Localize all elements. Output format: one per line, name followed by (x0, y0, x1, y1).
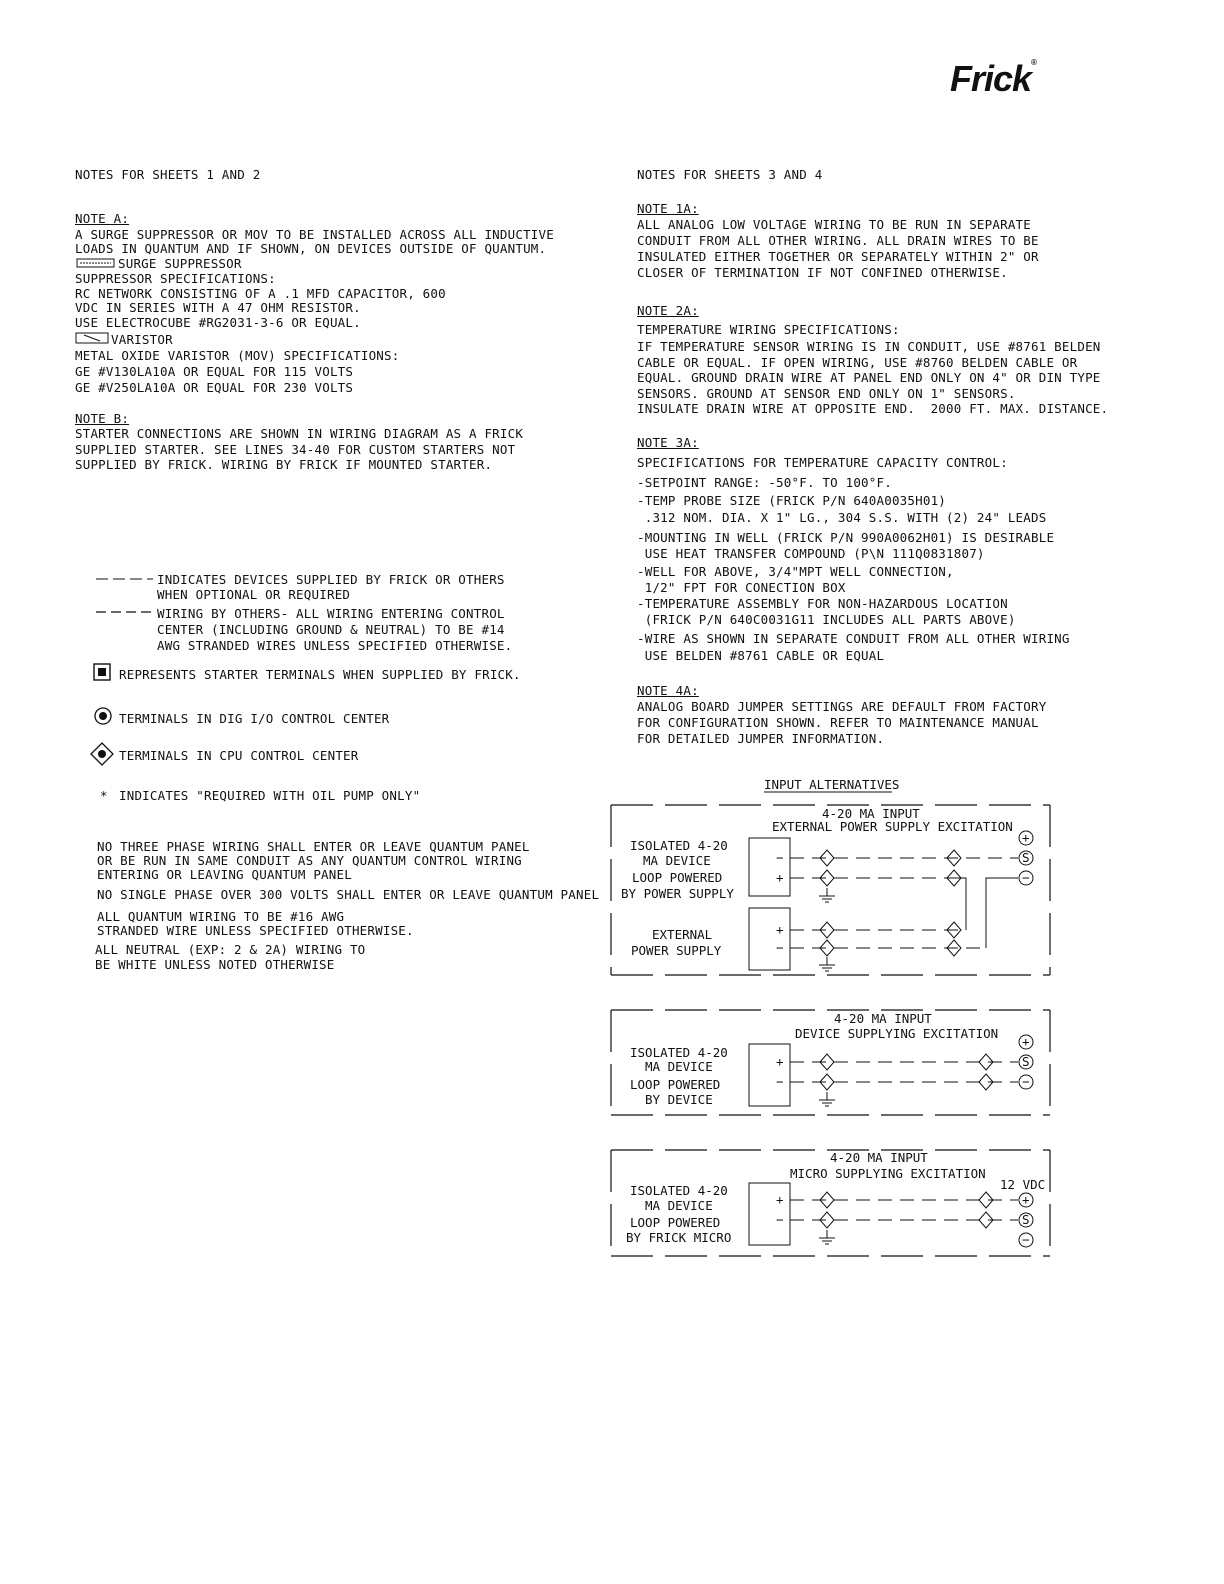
legend-cpu-text: TERMINALS IN CPU CONTROL CENTER (119, 748, 359, 763)
note-a-line2: LOADS IN QUANTUM AND IF SHOWN, ON DEVICES OUTSIDE OF QUANTUM. (75, 241, 547, 256)
note-b-line2: SUPPLIED STARTER. SEE LINES 34-40 FOR CUSTOM STARTERS NOT (75, 442, 516, 457)
box2-device-line3: LOOP POWERED (630, 1077, 721, 1092)
box3-terminal-minus: − (1022, 1232, 1030, 1247)
note-4a-line1: ANALOG BOARD JUMPER SETTINGS ARE DEFAULT FROM FACTORY (637, 699, 1047, 714)
box1-device-plus: + (776, 870, 784, 885)
box3-device-line1: ISOLATED 4-20 (630, 1183, 728, 1198)
box2-terminal-plus: + (1022, 1034, 1030, 1049)
box3-heading-2: MICRO SUPPLYING EXCITATION (790, 1166, 986, 1181)
rule1-line2: OR BE RUN IN SAME CONDUIT AS ANY QUANTUM CONTROL WIRING (97, 853, 522, 868)
note-3a-line9: -TEMPERATURE ASSEMBLY FOR NON-HAZARDOUS LOCATION (637, 596, 1008, 611)
surge-suppressor-icon (77, 259, 114, 267)
box3-device-line2: MA DEVICE (645, 1198, 713, 1213)
rule3-line2: STRANDED WIRE UNLESS SPECIFIED OTHERWISE. (97, 923, 414, 938)
legend-dig-text: TERMINALS IN DIG I/O CONTROL CENTER (119, 711, 390, 726)
box2-device-line4: BY DEVICE (645, 1092, 713, 1107)
note-1a-line2: CONDUIT FROM ALL OTHER WIRING. ALL DRAIN WIRES TO BE (637, 233, 1039, 248)
box2-heading-2: DEVICE SUPPLYING EXCITATION (795, 1026, 999, 1041)
note-2a-line4: EQUAL. GROUND DRAIN WIRE AT PANEL END ONLY ON 4" OR DIN TYPE (637, 370, 1101, 385)
suppressor-spec-1: SUPPRESSOR SPECIFICATIONS: (75, 271, 276, 286)
note-3a-line3: -TEMP PROBE SIZE (FRICK P/N 640A0035H01) (637, 493, 947, 508)
box3-device-line3: LOOP POWERED (630, 1215, 721, 1230)
box1-supply-line1: EXTERNAL (652, 927, 713, 942)
note-3a-line1: SPECIFICATIONS FOR TEMPERATURE CAPACITY CONTROL: (637, 455, 1008, 470)
rule1-line3: ENTERING OR LEAVING QUANTUM PANEL (97, 867, 352, 882)
mov-spec-1: METAL OXIDE VARISTOR (MOV) SPECIFICATIONS: (75, 348, 400, 363)
varistor-label: VARISTOR (111, 332, 173, 347)
note-b-title: NOTE B: (75, 411, 130, 426)
legend-oil-text: INDICATES "REQUIRED WITH OIL PUMP ONLY" (119, 788, 421, 803)
note-3a-line4: .312 NOM. DIA. X 1" LG., 304 S.S. WITH (2) 24" LEADS (637, 510, 1047, 525)
note-a-line1: A SURGE SUPPRESSOR OR MOV TO BE INSTALLED ACROSS ALL INDUCTIVE (75, 227, 554, 242)
rule4-line2: BE WHITE UNLESS NOTED OTHERWISE (95, 957, 335, 972)
note-2a-line2: IF TEMPERATURE SENSOR WIRING IS IN CONDUIT, USE #8761 BELDEN (637, 339, 1101, 354)
note-4a-title: NOTE 4A: (637, 683, 699, 698)
note-1a-title: NOTE 1A: (637, 201, 699, 216)
left-heading: NOTES FOR SHEETS 1 AND 2 (75, 167, 261, 182)
box1-heading-2: EXTERNAL POWER SUPPLY EXCITATION (772, 819, 1013, 834)
varistor-icon (76, 333, 108, 343)
suppressor-spec-2: RC NETWORK CONSISTING OF A .1 MFD CAPACITOR, 600 (75, 286, 446, 301)
rule4-line1: ALL NEUTRAL (EXP: 2 & 2A) WIRING TO (95, 942, 366, 957)
logo-text: Frick (950, 58, 1032, 99)
note-2a-title: NOTE 2A: (637, 303, 699, 318)
note-3a-line11: -WIRE AS SHOWN IN SEPARATE CONDUIT FROM ALL OTHER WIRING (637, 631, 1070, 646)
note-2a-line5: SENSORS. GROUND AT SENSOR END ONLY ON 1" SENSORS. (637, 386, 1016, 401)
box2-device-line1: ISOLATED 4-20 (630, 1045, 728, 1060)
note-3a-title: NOTE 3A: (637, 435, 699, 450)
box1-terminal-minus: − (1022, 870, 1030, 885)
box3-device-line4: BY FRICK MICRO (626, 1230, 732, 1245)
legend-dash2-line3: AWG STRANDED WIRES UNLESS SPECIFIED OTHERWISE. (157, 638, 513, 653)
box3-device-plus: + (776, 1192, 784, 1207)
legend-starter-text: REPRESENTS STARTER TERMINALS WHEN SUPPLIED BY FRICK. (119, 667, 521, 682)
note-1a-line3: INSULATED EITHER TOGETHER OR SEPARATELY WITHIN 2" OR (637, 249, 1039, 264)
right-heading: NOTES FOR SHEETS 3 AND 4 (637, 167, 823, 182)
rule2: NO SINGLE PHASE OVER 300 VOLTS SHALL ENTER OR LEAVE QUANTUM PANEL (97, 887, 600, 902)
box3-terminal-signal: S (1022, 1212, 1030, 1227)
box1-device-minus: − (776, 850, 784, 865)
box2-terminal-signal: S (1022, 1054, 1030, 1069)
box2-terminal-minus: − (1022, 1074, 1030, 1089)
note-3a-line7: -WELL FOR ABOVE, 3/4"MPT WELL CONNECTION, (637, 564, 954, 579)
box1-device-line2: MA DEVICE (643, 853, 711, 868)
box1-heading-1: 4-20 MA INPUT (822, 806, 920, 821)
box1-terminal-plus: + (1022, 830, 1030, 845)
box1-device-line4: BY POWER SUPPLY (621, 886, 734, 901)
box3-terminal-plus: + (1022, 1192, 1030, 1207)
box1-supply-plus: + (776, 922, 784, 937)
box1-terminal-signal: S (1022, 850, 1030, 865)
box2-device-minus: − (776, 1074, 784, 1089)
rule1-line1: NO THREE PHASE WIRING SHALL ENTER OR LEAVE QUANTUM PANEL (97, 839, 530, 854)
cpu-terminal-icon (91, 743, 113, 765)
box3-heading-1: 4-20 MA INPUT (830, 1150, 928, 1165)
suppressor-spec-4: USE ELECTROCUBE #RG2031-3-6 OR EQUAL. (75, 315, 361, 330)
mov-spec-2: GE #V130LA10A OR EQUAL FOR 115 VOLTS (75, 364, 354, 379)
legend-dash1-line2: WHEN OPTIONAL OR REQUIRED (157, 587, 351, 602)
note-3a-line5: -MOUNTING IN WELL (FRICK P/N 990A0062H01) IS DESIRABLE (637, 530, 1055, 545)
box1-device-line1: ISOLATED 4-20 (630, 838, 728, 853)
box1-supply-line2: POWER SUPPLY (631, 943, 722, 958)
note-3a-line12: USE BELDEN #8761 CABLE OR EQUAL (637, 648, 885, 663)
box2-device-line2: MA DEVICE (645, 1059, 713, 1074)
surge-suppressor-label: SURGE SUPPRESSOR (118, 256, 242, 271)
registered-mark: ® (1031, 58, 1036, 67)
legend-dash2-line1: WIRING BY OTHERS- ALL WIRING ENTERING CONTROL (157, 606, 505, 621)
legend-oil-mark: * (100, 788, 108, 803)
note-b-line3: SUPPLIED BY FRICK. WIRING BY FRICK IF MOUNTED STARTER. (75, 457, 493, 472)
note-1a-line4: CLOSER OF TERMINATION IF NOT CONFINED OTHERWISE. (637, 265, 1008, 280)
note-4a-line3: FOR DETAILED JUMPER INFORMATION. (637, 731, 885, 746)
box3-device-minus: − (776, 1212, 784, 1227)
suppressor-spec-3: VDC IN SERIES WITH A 47 OHM RESISTOR. (75, 300, 361, 315)
rule3-line1: ALL QUANTUM WIRING TO BE #16 AWG (97, 909, 345, 924)
note-a-title: NOTE A: (75, 211, 130, 226)
note-4a-line2: FOR CONFIGURATION SHOWN. REFER TO MAINTENANCE MANUAL (637, 715, 1039, 730)
note-3a-line8: 1/2" FPT FOR CONECTION BOX (637, 580, 846, 595)
legend-dash2-line2: CENTER (INCLUDING GROUND & NEUTRAL) TO BE #14 (157, 622, 505, 637)
legend-dash1-line1: INDICATES DEVICES SUPPLIED BY FRICK OR OTHERS (157, 572, 505, 587)
mov-spec-3: GE #V250LA10A OR EQUAL FOR 230 VOLTS (75, 380, 354, 395)
box1-device-line3: LOOP POWERED (632, 870, 723, 885)
box1-supply-minus: − (776, 940, 784, 955)
note-2a-line6: INSULATE DRAIN WIRE AT OPPOSITE END. 2000 FT. MAX. DISTANCE. (637, 401, 1109, 416)
note-3a-line2: -SETPOINT RANGE: -50°F. TO 100°F. (637, 475, 892, 490)
box2-device-plus: + (776, 1054, 784, 1069)
note-3a-line6: USE HEAT TRANSFER COMPOUND (P\N 111Q0831807) (637, 546, 985, 561)
box3-voltage-label: 12 VDC (1000, 1177, 1046, 1192)
note-2a-line3: CABLE OR EQUAL. IF OPEN WIRING, USE #8760 BELDEN CABLE OR (637, 355, 1078, 370)
box2-heading-1: 4-20 MA INPUT (834, 1011, 932, 1026)
diagram-title: INPUT ALTERNATIVES (764, 777, 900, 792)
note-b-line1: STARTER CONNECTIONS ARE SHOWN IN WIRING DIAGRAM AS A FRICK (75, 426, 524, 441)
note-3a-line10: (FRICK P/N 640C0031G11 INCLUDES ALL PARTS ABOVE) (637, 612, 1016, 627)
dig-io-terminal-icon (95, 708, 111, 724)
starter-terminal-icon (94, 664, 110, 680)
note-1a-line1: ALL ANALOG LOW VOLTAGE WIRING TO BE RUN IN SEPARATE (637, 217, 1032, 232)
note-2a-line1: TEMPERATURE WIRING SPECIFICATIONS: (637, 322, 900, 337)
